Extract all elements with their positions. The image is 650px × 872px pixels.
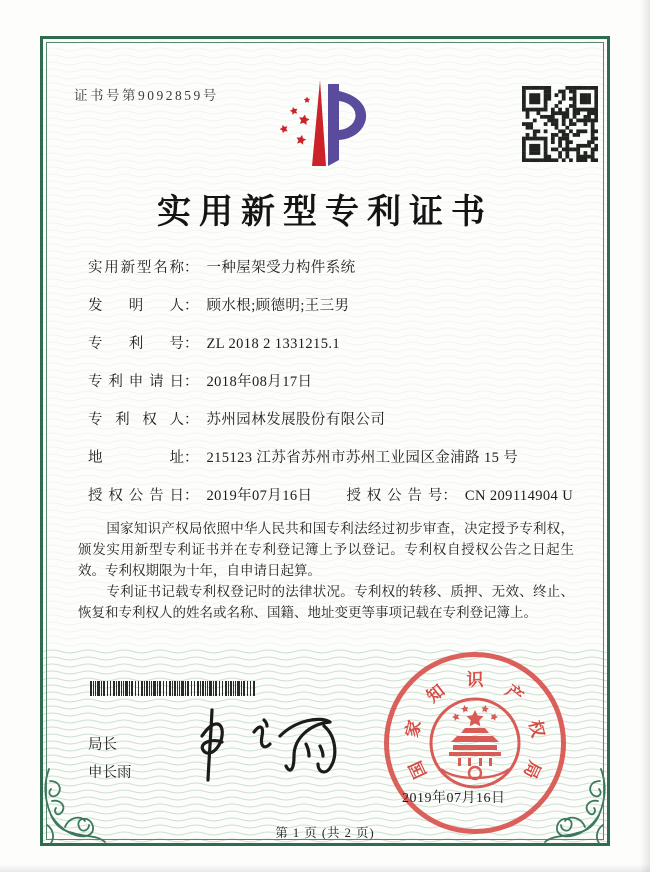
cnipa-logo-icon [268, 76, 383, 171]
field-value: 一种屋架受力构件系统 [206, 260, 356, 276]
seal-date: 2019年07月16日 [402, 791, 506, 806]
field-row: 地址： 215123 江苏省苏州市苏州工业园区金浦路 15 号 [88, 450, 519, 466]
seal-char: 知 [423, 680, 449, 707]
field-label: 专利号 [88, 336, 184, 352]
field-value: ZL 2018 2 1331215.1 [206, 336, 341, 352]
field-value: 苏州园林发展股份有限公司 [206, 412, 386, 428]
field-label: 实用新型名称 [88, 260, 184, 276]
qr-code [522, 86, 598, 162]
seal-char: 国 [405, 757, 431, 782]
field-row: 专利申请日： 2018年08月17日 [88, 374, 313, 390]
seal-char: 权 [525, 718, 548, 740]
grant-no: CN 209114904 U [464, 488, 574, 504]
signer-title: 局长 [88, 737, 117, 753]
field-label: 专利申请日 [88, 374, 184, 390]
field-label: 地址 [88, 450, 184, 466]
grant-date-label: 授权公告日 [88, 488, 184, 504]
field-row: 专利号： ZL 2018 2 1331215.1 [88, 336, 341, 352]
signer-name: 申长雨 [88, 765, 132, 781]
page-footer: 第 1 页 (共 2 页) [275, 826, 375, 840]
field-row: 发明人： 顾水根;顾德明;王三男 [88, 298, 350, 314]
legal-paragraph: 国家知识产权局依照中华人民共和国专利法经过初步审查，决定授予专利权，颁发实用新型专利证书并在专利登记簿上予以登记。专利权自授权公告之日起生效。专利权期限为十年，自申请日起算。 [78, 521, 574, 578]
signer-block [88, 731, 132, 787]
grant-row: 授权公告日： 2019年07月16日 授权公告号： CN 209114904 U [88, 488, 574, 504]
certificate-title: 实用新型专利证书 [157, 194, 493, 231]
seal-char: 局 [519, 757, 545, 782]
legal-text [78, 518, 574, 623]
grant-no-label: 授权公告号 [346, 488, 443, 504]
field-list [88, 258, 578, 524]
seal-char: 家 [402, 718, 425, 740]
certificate-number: 证书号第9092859号 [74, 88, 219, 103]
seal-char: 识 [466, 670, 484, 690]
barcode [90, 681, 258, 696]
field-row: 实用新型名称： 一种屋架受力构件系统 [88, 260, 356, 276]
field-row: 专利权人： 苏州园林发展股份有限公司 [88, 412, 386, 428]
field-value: 顾水根;顾德明;王三男 [206, 298, 350, 314]
field-label: 发明人 [88, 298, 184, 314]
grant-date: 2019年07月16日 [206, 488, 313, 504]
legal-paragraph: 专利证书记载专利权登记时的法律状况。专利权的转移、质押、无效、终止、恢复和专利权人的姓名或名称、国籍、地址变更等事项记载在专利登记簿上。 [78, 584, 574, 620]
field-value: 2018年08月17日 [206, 374, 313, 390]
director-signature-icon [178, 698, 353, 793]
field-label: 专利权人 [88, 412, 184, 428]
field-value: 215123 江苏省苏州市苏州工业园区金浦路 15 号 [206, 450, 519, 466]
seal-char: 产 [501, 680, 527, 707]
